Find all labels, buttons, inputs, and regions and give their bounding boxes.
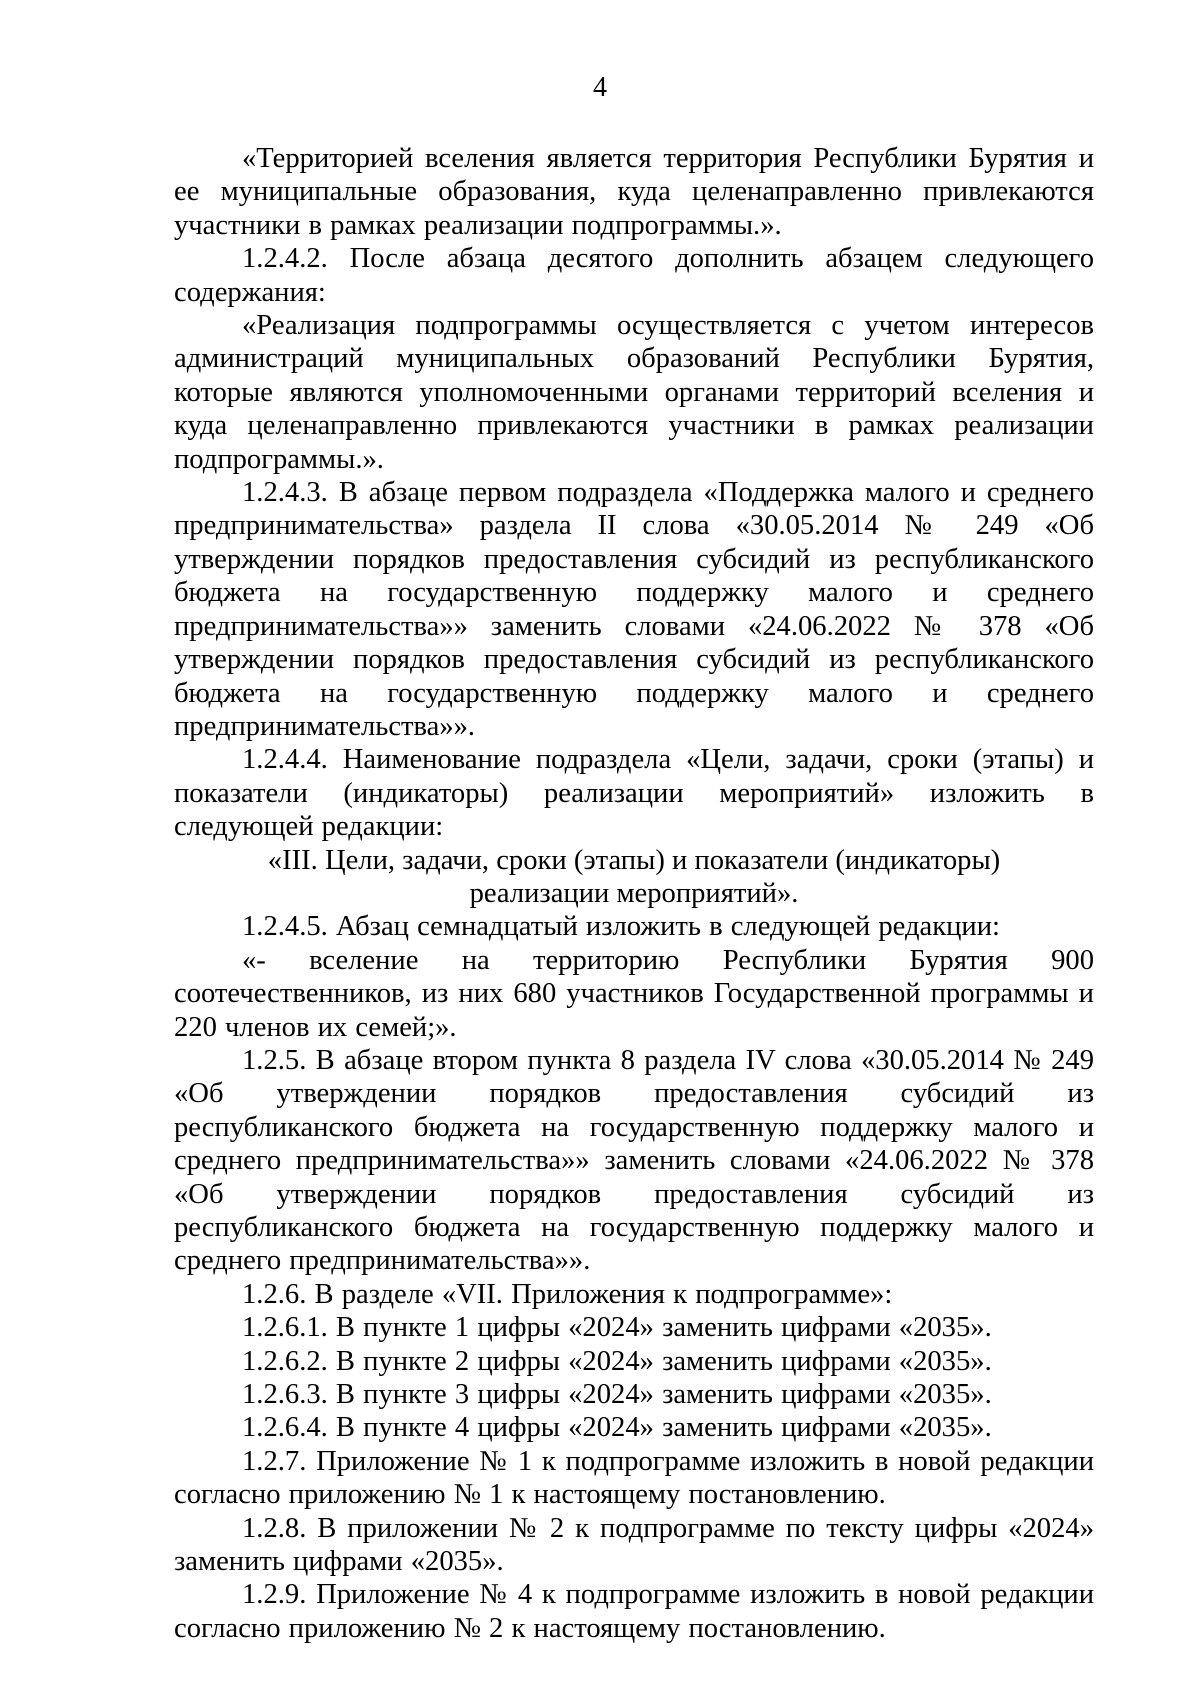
paragraph-1-2-6-3: 1.2.6.3. В пункте 3 цифры «2024» заменить цифрами «2035». xyxy=(242,1379,992,1411)
paragraph-1-2-6-4: 1.2.6.4. В пункте 4 цифры «2024» заменить цифрами «2035». xyxy=(242,1412,992,1444)
paragraph-1-2-6: 1.2.6. В разделе «VII. Приложения к подпрограмме»: xyxy=(242,1278,893,1310)
paragraph-1-2-9: 1.2.9. Приложение № 4 к подпрограмме изложить в новой редакции согласно приложению № 2 к настоящему постановлению. xyxy=(174,1579,1094,1644)
paragraph-1-2-4-5: 1.2.4.5. Абзац семнадцатый изложить в следующей редакции: xyxy=(242,911,1000,943)
paragraph-territory-definition: «Территорией вселения является территория Республики Бурятия и ее муниципальные образования, куда целенаправленно привлекаются участники в рамках реализации подпрограммы.». xyxy=(174,143,1094,241)
page-number: 4 xyxy=(593,72,607,103)
paragraph-resettlement-quote: «- вселение на территорию Республики Бурятия 900 соотечественников, из них 680 участников Государственной программы и 220 членов их семей;». xyxy=(174,944,1094,1043)
paragraph-1-2-5: 1.2.5. В абзаце втором пункта 8 раздела IV слова «30.05.2014 № 249 «Об утверждении порядков предоставления субсидий из республиканского бюджета на государственную поддержку малого и среднего предпринимательства»» заменить словами «24.06.2022 № 378 «Об утверждении порядков предоставления субсидий из республиканского бюджета на государственную поддержку малого и среднего предпринимательства»». xyxy=(174,1044,1094,1277)
paragraph-1-2-8: 1.2.8. В приложении № 2 к подпрограмме по тексту цифры «2024» заменить цифрами «2035». xyxy=(174,1512,1094,1578)
paragraph-1-2-6-2: 1.2.6.2. В пункте 2 цифры «2024» заменить цифрами «2035». xyxy=(242,1345,992,1377)
paragraph-1-2-7: 1.2.7. Приложение № 1 к подпрограмме изложить в новой редакции согласно приложению № 1 к настоящему постановлению. xyxy=(174,1445,1094,1511)
paragraph-1-2-4-4: 1.2.4.4. Наименование подраздела «Цели, задачи, сроки (этапы) и показатели (индикаторы) реализации мероприятий» изложить в следующей редакции: xyxy=(174,744,1094,843)
paragraph-1-2-6-1: 1.2.6.1. В пункте 1 цифры «2024» заменить цифрами «2035». xyxy=(242,1312,992,1344)
document-body xyxy=(174,142,1094,1645)
paragraph-1-2-4-2: 1.2.4.2. После абзаца десятого дополнить абзацем следующего содержания: xyxy=(174,243,1094,308)
paragraph-implementation-quote: «Реализация подпрограммы осуществляется с учетом интересов администраций муниципальных образований Республики Бурятия, которые являются уполномоченными органами территорий вселения и куда целенаправленно привлекаются участники в рамках реализации подпрограммы.». xyxy=(174,310,1094,475)
paragraph-1-2-4-3: 1.2.4.3. В абзаце первом подраздела «Поддержка малого и среднего предпринимательства» раздела II слова «30.05.2014 № 249 «Об утверждении порядков предоставления субсидий из республиканского бюджета на государственную поддержку малого и среднего предпринимательства»» заменить словами «24.06.2022 № 378 «Об утверждении порядков предоставления субсидий из республиканского бюджета на государственную поддержку малого и среднего предпринимательства»». xyxy=(174,477,1094,742)
section-heading-line-1: «III. Цели, задачи, сроки (этапы) и показатели (индикаторы) xyxy=(267,844,1001,876)
section-heading-line-2: реализации мероприятий». xyxy=(469,877,799,909)
